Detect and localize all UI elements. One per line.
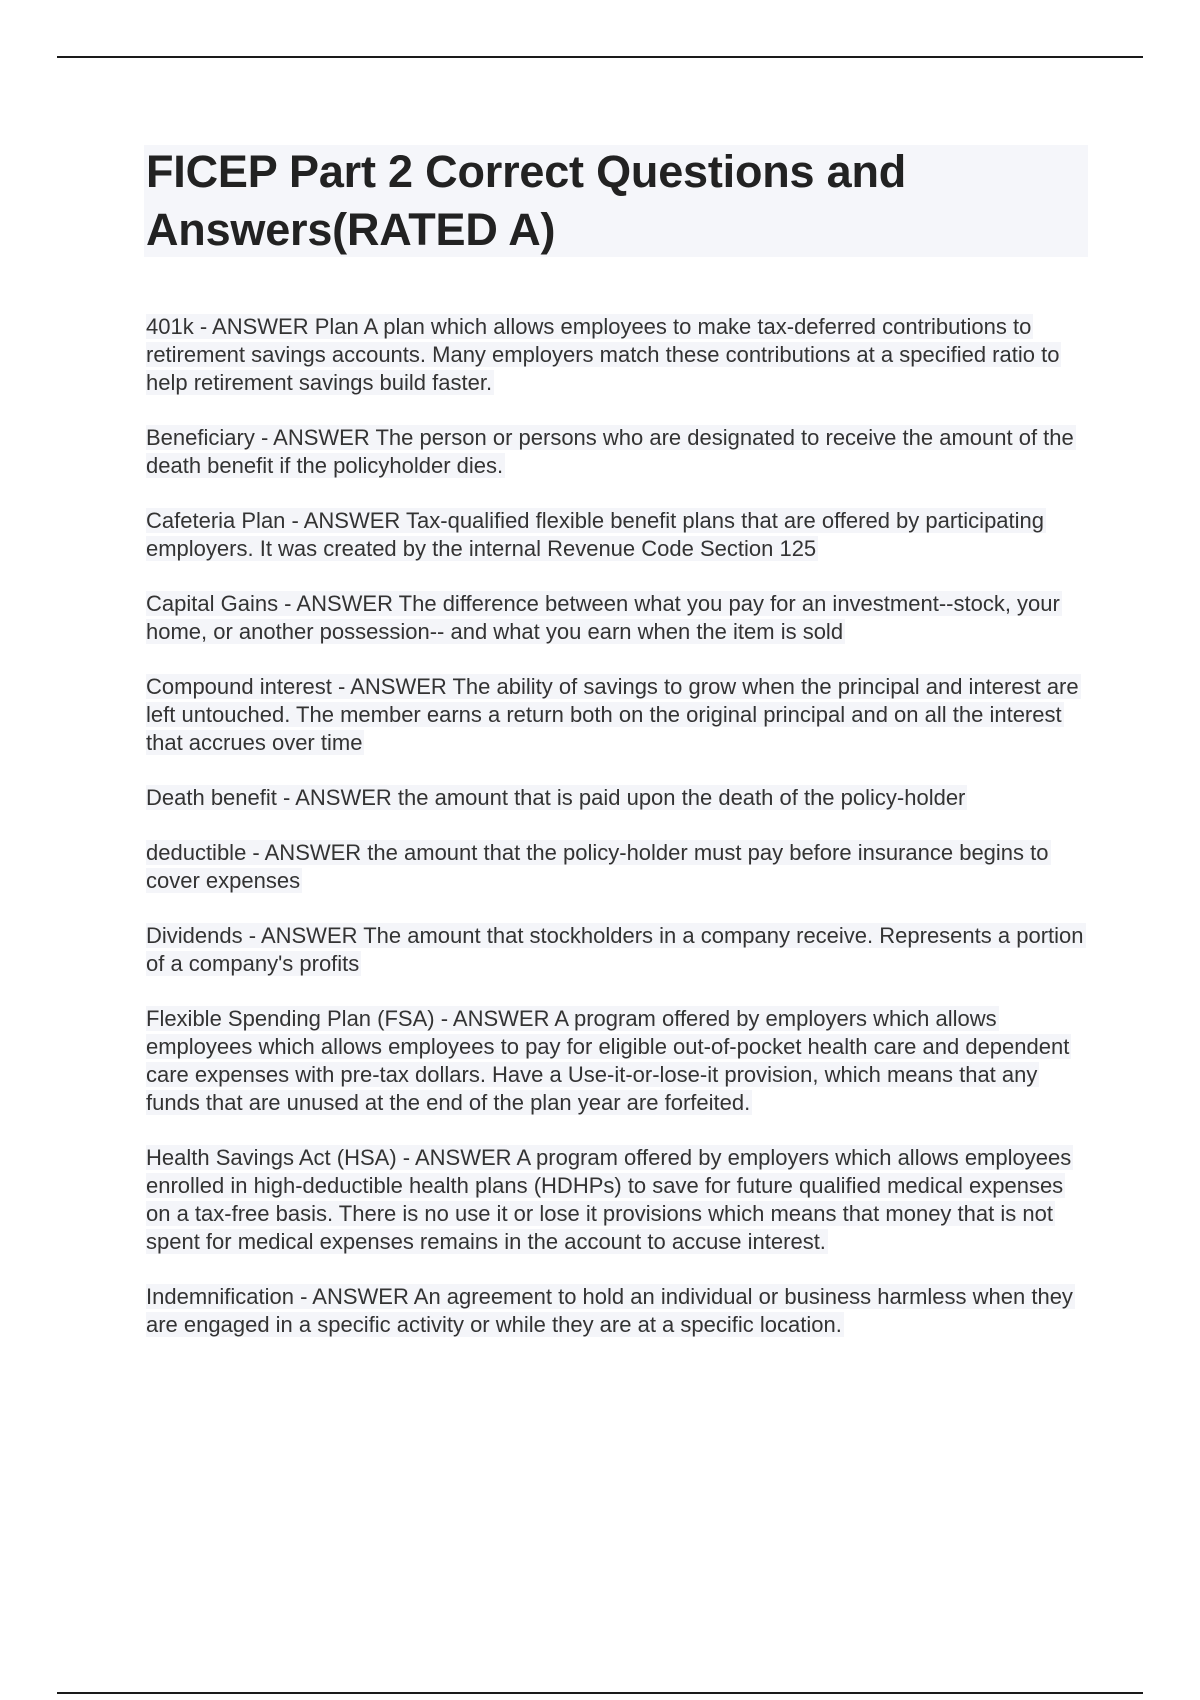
qa-entry-dividends [146,922,1086,978]
qa-entry-text: Indemnification - ANSWER An agreement to hold an individual or business harmless when they are engaged in a specific activity or while they are at a specific location. [146,1284,1073,1337]
qa-entry-text: Compound interest - ANSWER The ability of savings to grow when the principal and interest are left untouched. The member earns a return both on the original principal and on all the interest that accrues over time [146,674,1079,755]
qa-entry-401k [146,313,1086,397]
qa-entry-text: deductible - ANSWER the amount that the policy-holder must pay before insurance begins to cover expenses [146,840,1049,893]
bottom-divider [57,1692,1143,1694]
qa-entry-hsa [146,1144,1086,1256]
qa-entry-text: Cafeteria Plan - ANSWER Tax-qualified flexible benefit plans that are offered by participating employers. It was created by the internal Revenue Code Section 125 [146,508,1045,561]
qa-list [146,313,1086,1366]
qa-entry-text: Health Savings Act (HSA) - ANSWER A program offered by employers which allows employees enrolled in high-deductible health plans (HDHPs) to save for future qualified medical expenses on a tax-free basis. There is no use it or lose it provisions which means that money that is not spent for medical expenses remains in the account to accuse interest. [146,1145,1072,1254]
qa-entry-text: Beneficiary - ANSWER The person or persons who are designated to receive the amount of the death benefit if the policyholder dies. [146,425,1074,478]
qa-entry-compound-interest [146,673,1086,757]
qa-entry-beneficiary [146,424,1086,480]
qa-entry-deductible [146,839,1086,895]
qa-entry-text: Capital Gains - ANSWER The difference between what you pay for an investment--stock, your home, or another possession-- and what you earn when the item is sold [146,591,1060,644]
qa-entry-cafeteria-plan [146,507,1086,563]
top-divider [57,56,1143,58]
page-title: FICEP Part 2 Correct Questions and Answers(RATED A) [146,146,907,255]
qa-entry-indemnification [146,1283,1086,1339]
qa-entry-text: Flexible Spending Plan (FSA) - ANSWER A program offered by employers which allows employees which allows employees to pay for eligible out-of-pocket health care and dependent care expenses with pre-tax dollars. Have a Use-it-or-lose-it provision, which means that any funds that are unused at the end of the plan year are forfeited. [146,1006,1070,1115]
qa-entry-text: Dividends - ANSWER The amount that stockholders in a company receive. Represents a portion of a company's profits [146,923,1084,976]
qa-entry-text: Death benefit - ANSWER the amount that is paid upon the death of the policy-holder [146,785,966,810]
qa-entry-capital-gains [146,590,1086,646]
qa-entry-fsa [146,1005,1086,1117]
qa-entry-death-benefit [146,784,1086,812]
qa-entry-text: 401k - ANSWER Plan A plan which allows employees to make tax-deferred contributions to retirement savings accounts. Many employers match these contributions at a specified ratio to help retirement savings build faster. [146,314,1060,395]
